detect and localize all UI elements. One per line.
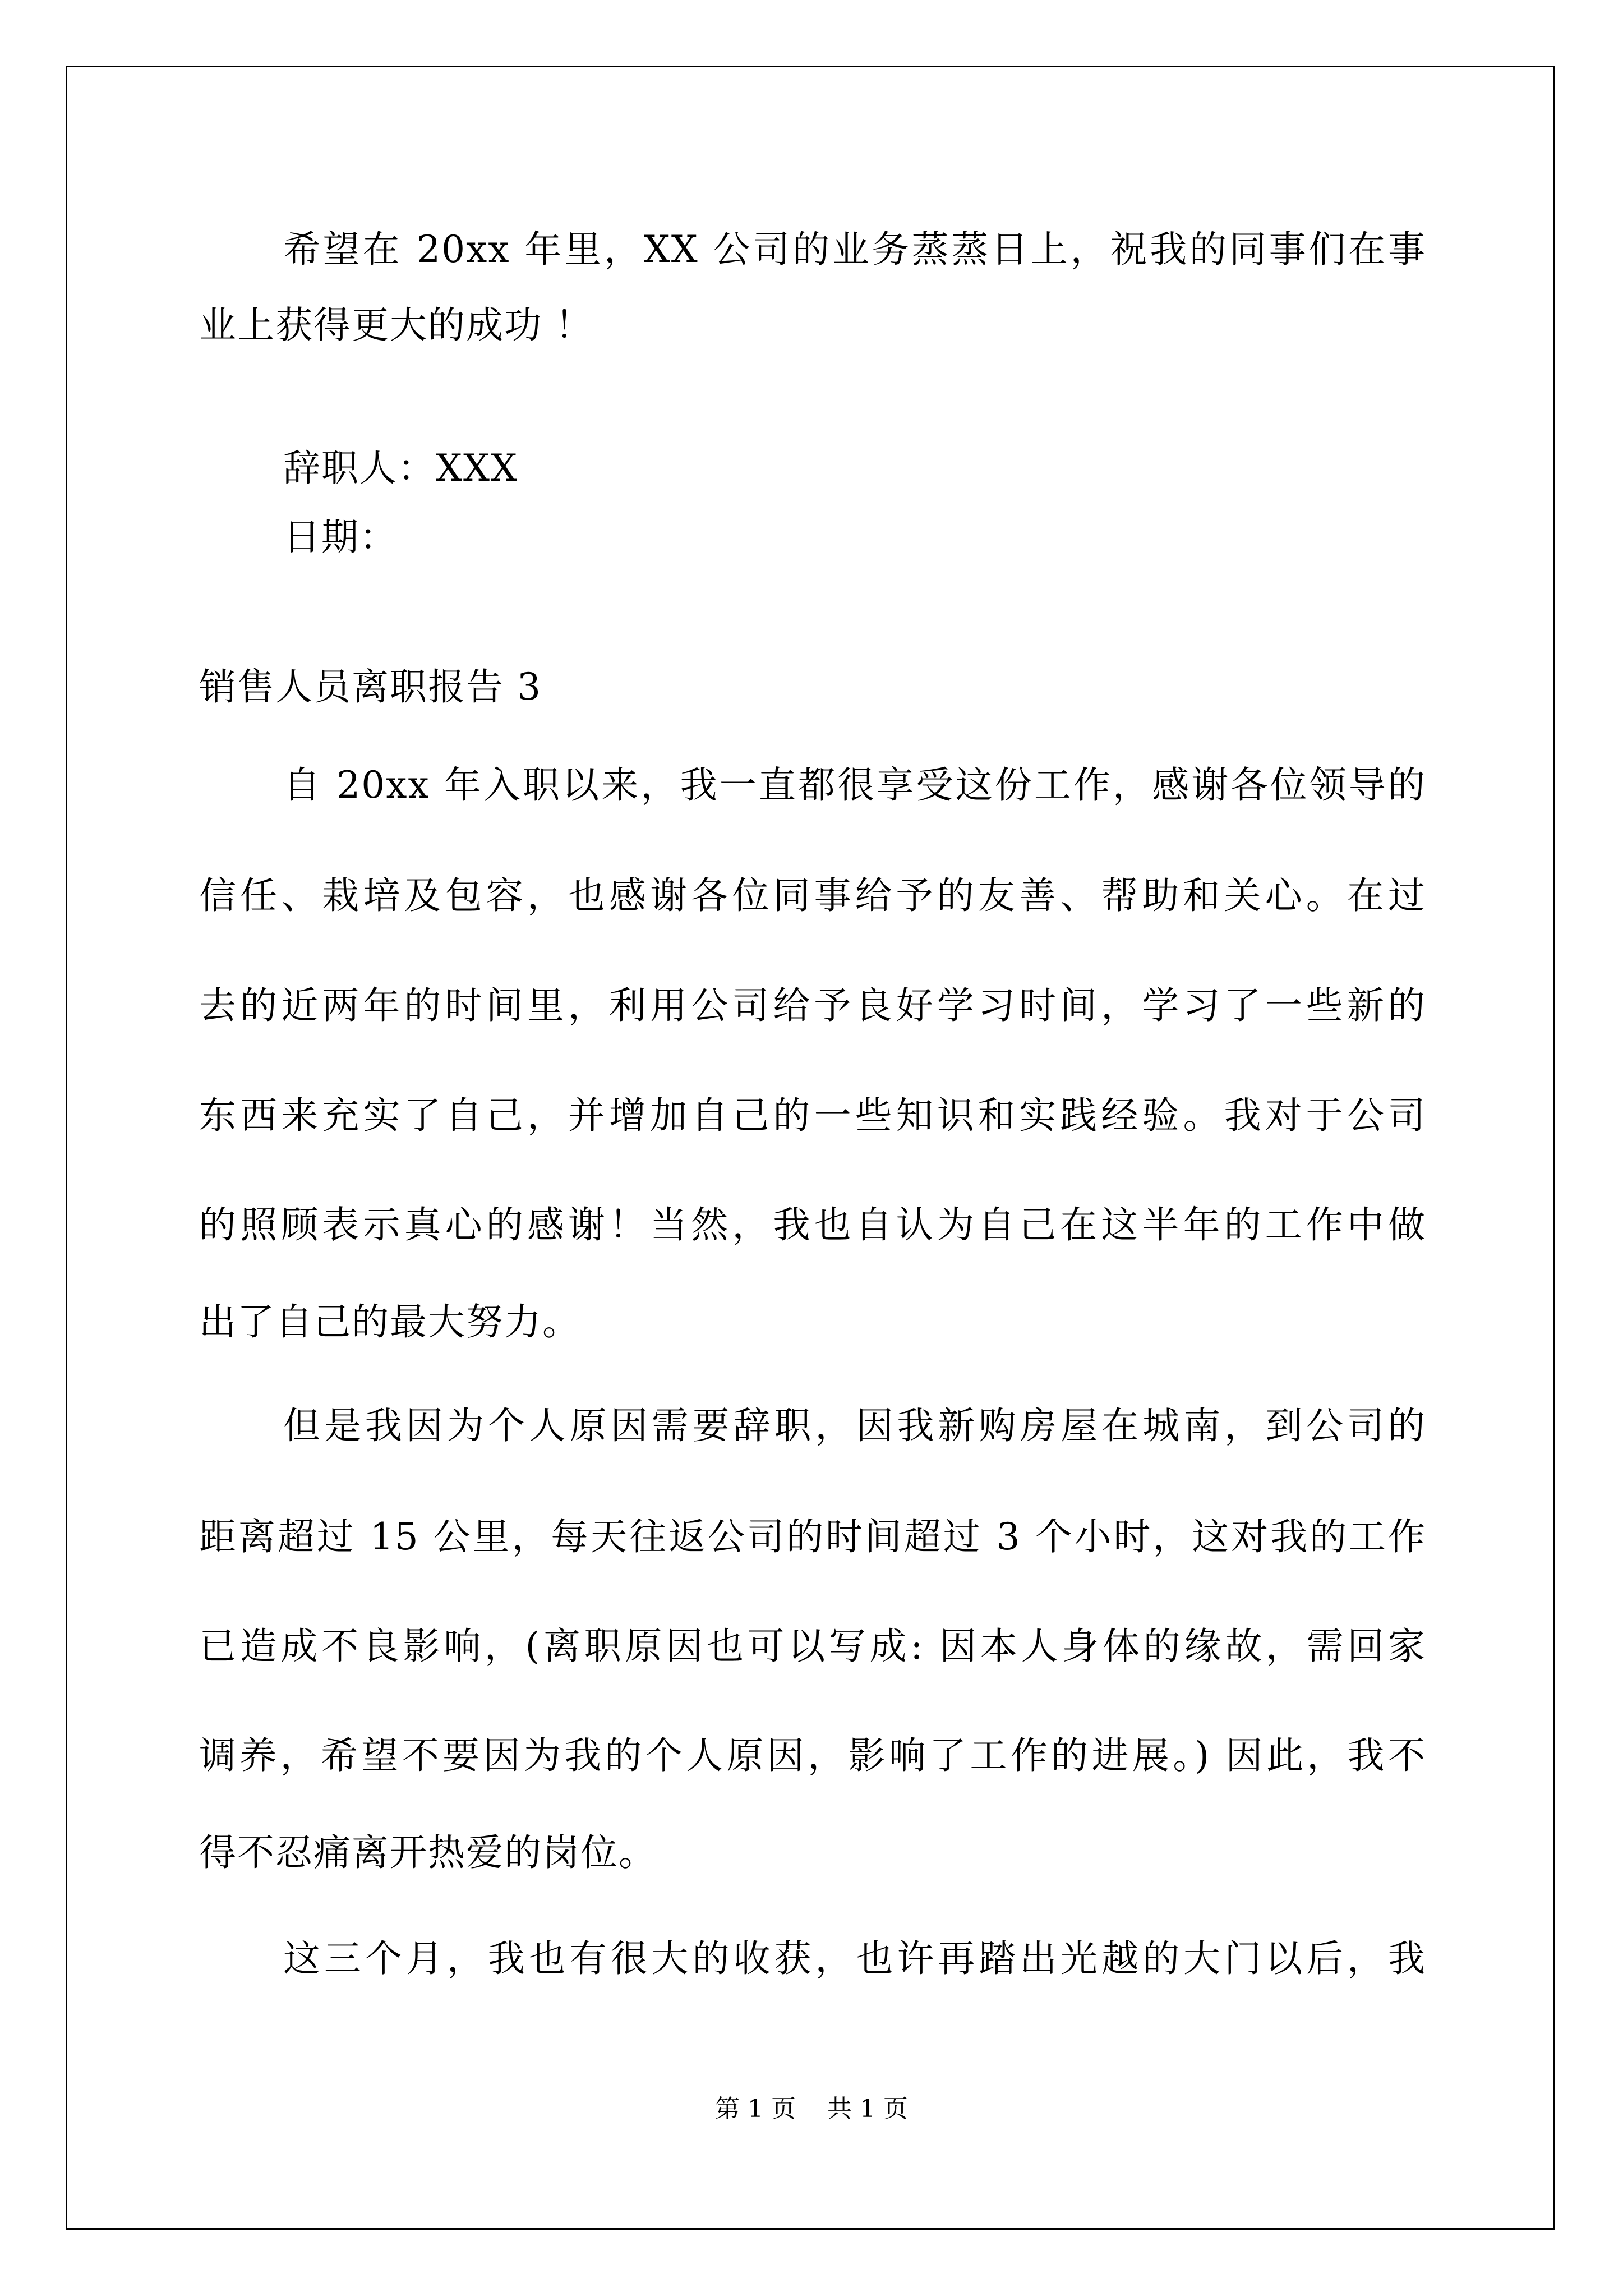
paragraph-line: 自 20xx 年入职以来，我一直都很享受这份工作，感谢各位领导的 (283, 763, 1426, 807)
paragraph-line: 业上获得更大的成功 ！ (199, 303, 593, 347)
paragraph-line: 去的近两年的时间里，利用公司给予良好学习时间，学习了一些新的 (199, 984, 1426, 1027)
paragraph-line: 希望在 20xx 年里，XX 公司的业务蒸蒸日上，祝我的同事们在事 (283, 228, 1426, 271)
page-number-footer: 第 1 页 共 1 页 (715, 2095, 908, 2123)
paragraph-line: 已造成不良影响，(离职原因也可以写成: 因本人身体的缘故，需回家 (199, 1625, 1426, 1668)
date-line: 日期： (283, 516, 398, 559)
paragraph-line: 东西来充实了自己，并增加自己的一些知识和实践经验。我对于公司 (199, 1094, 1426, 1137)
paragraph-line: 距离超过 15 公里，每天往返公司的时间超过 3 个小时，这对我的工作 (199, 1515, 1426, 1558)
section-heading: 销售人员离职报告 3 (199, 665, 542, 708)
paragraph-line: 但是我因为个人原因需要辞职，因我新购房屋在城南，到公司的 (283, 1404, 1426, 1447)
page-border (66, 66, 1555, 2230)
signature-line: 辞职人：XXX (283, 447, 518, 490)
paragraph-line: 得不忍痛离开热爱的岗位。 (199, 1831, 657, 1874)
paragraph-line: 的照顾表示真心的感谢！当然，我也自认为自己在这半年的工作中做 (199, 1203, 1426, 1246)
paragraph-line: 调养，希望不要因为我的个人原因，影响了工作的进展。) 因此，我不 (199, 1734, 1426, 1777)
paragraph-line: 信任、栽培及包容，也感谢各位同事给予的友善、帮助和关心。在过 (199, 874, 1426, 917)
paragraph-line: 出了自己的最大努力。 (199, 1300, 580, 1343)
paragraph-line: 这三个月，我也有很大的收获，也许再踏出光越的大门以后，我 (283, 1937, 1426, 1980)
